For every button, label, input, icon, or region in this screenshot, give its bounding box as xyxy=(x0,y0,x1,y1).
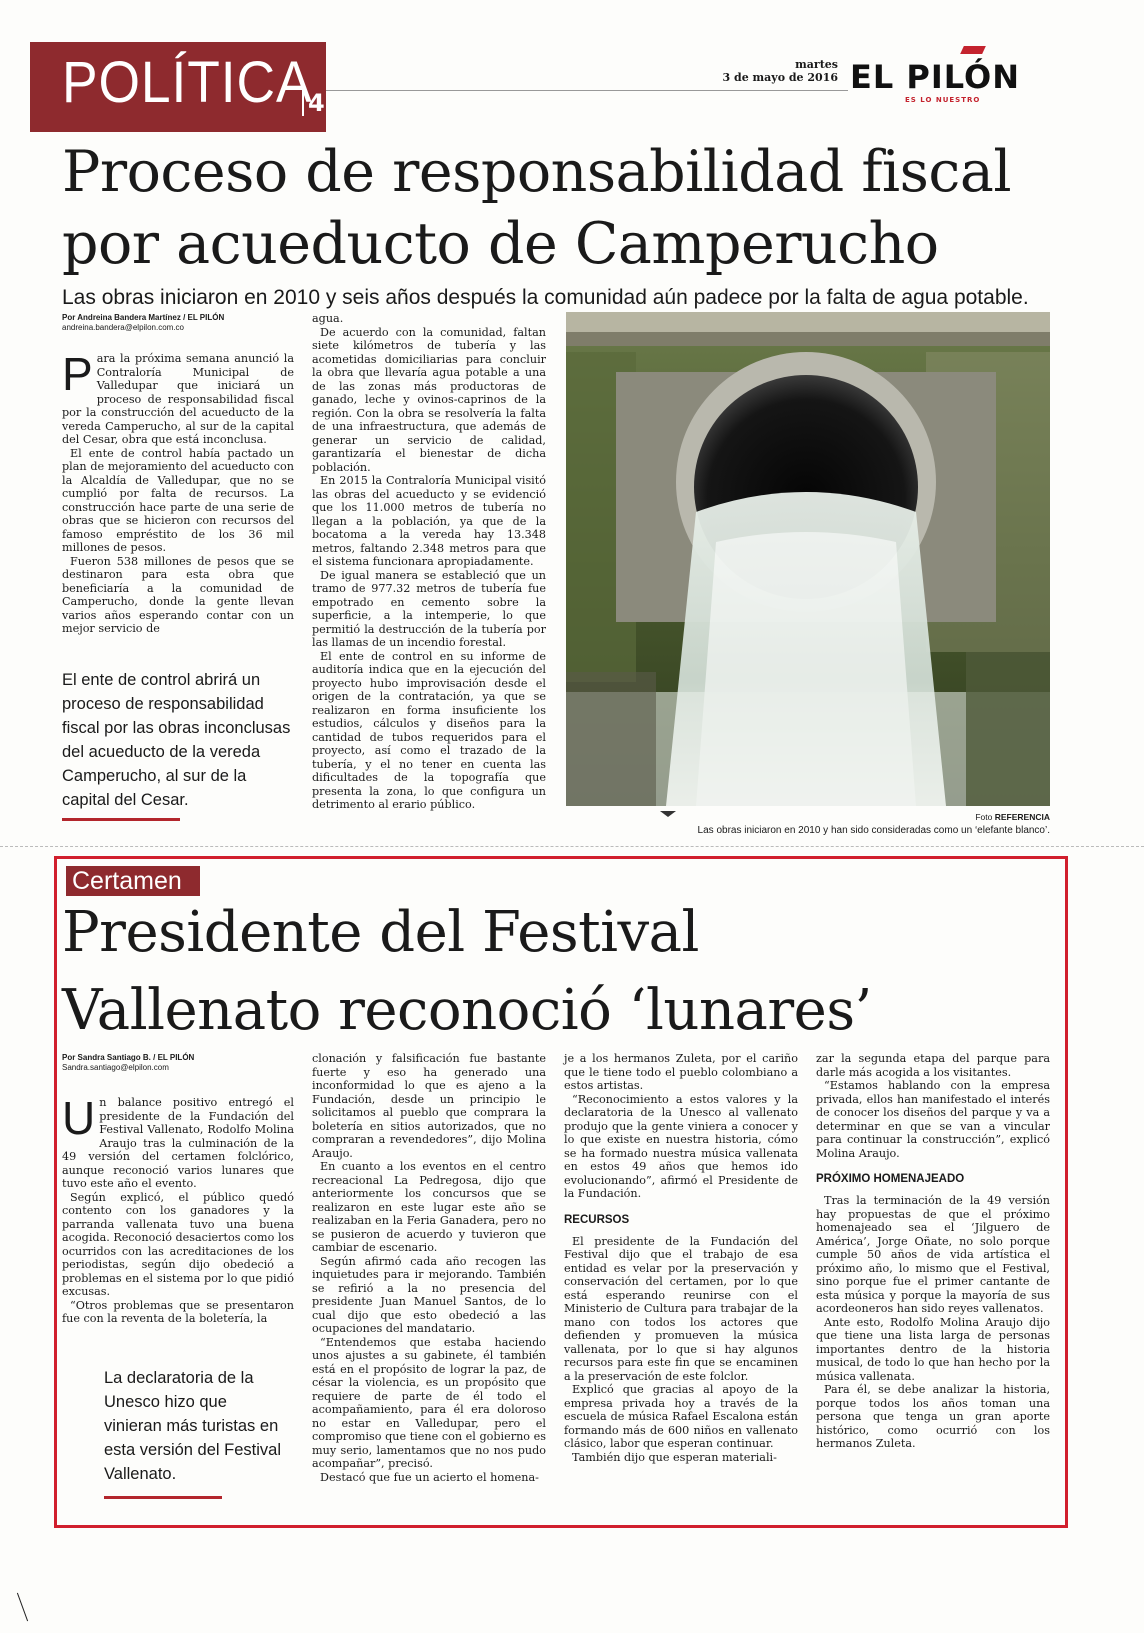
paragraph: Explicó que gracias al apoyo de la empresa privada hoy a través de la escuela de música Rafael Escalona están formando más de 600 niños en vallenato clásico, labor que esperan continuar. xyxy=(564,1383,798,1450)
headline-line: por acueducto de Camperucho xyxy=(62,211,939,277)
caption-pointer-icon xyxy=(660,811,676,817)
paragraph: “Entendemos que estaba haciendo unos ajustes a su gabinete, él también está en el propósito de lograr la paz, de césar la violencia, es un propósito que requiere de parte de él todo el acompañamiento, para él era doloroso no estar en Valledupar, pero el compromiso que tiene con el gobierno es muy serio, lamentamos que no nos pudo acompañar”, precisó. xyxy=(312,1335,546,1470)
slogan: ES LO NUESTRO xyxy=(905,96,981,104)
aqueduct-photo xyxy=(566,312,1050,806)
header-rule xyxy=(326,90,848,91)
paragraph: Fueron 538 millones de pesos que se destinaron para esta obra que beneficiaría a la comunidad de Camperucho, donde la gente llevan varios años esperando contar con un mejor servicio de xyxy=(62,554,294,635)
article1-column-1 xyxy=(62,348,294,636)
headline-line: Proceso de responsabilidad fiscal xyxy=(62,139,1012,205)
paragraph: El ente de control había pactado un plan de mejoramiento del acueducto con la Alcaldía de Valledupar, que no se cumplió por falta de recursos. La construcción hace parte de una serie de obras que se hicieron con recursos del famoso empréstito de los 36 mil millones de pesos. xyxy=(62,446,294,554)
paragraph: El ente de control en su informe de auditoría indica que en la ejecución del proyecto hubo improvisación desde el origen de la contratación, ya que se realizaron en forma insuficiente los estudios, cálculos y diseños para la cantidad de tubos requeridos para el proyecto, así como el trazado de la tubería, y el no tener en cuenta las dificultades de la topografía que presenta la zona, lo que configura un detrimento al erario público. xyxy=(312,649,546,811)
article2-column-3 xyxy=(564,1052,798,1464)
subtitle-recursos: RECURSOS xyxy=(564,1213,630,1226)
paragraph: De igual manera se estableció que un tramo de 977.32 metros de tubería fue empotrado en cemento sobre la superficie, a la intemperie, lo que permitió la destrucción de la tubería por las llamas de un incendio forestal. xyxy=(312,568,546,649)
drop-cap: P xyxy=(62,348,93,400)
paragraph: En cuanto a los eventos en el centro recreacional La Pedregosa, dijo que anteriormente los concursos que se realizaron en este lugar este año se realizaban en la Feria Ganadera, pero no se pusieron de acuerdo y tuvieron que cambiar de escenario. xyxy=(312,1160,546,1254)
headline-line: Vallenato reconoció ‘lunares’ xyxy=(62,978,872,1043)
article1-subhead: Las obras iniciaron en 2010 y seis años después la comunidad aún padece por la falta de agua potable. xyxy=(62,286,1029,309)
article2-byline-block xyxy=(62,1052,294,1073)
author-email[interactable]: andreina.bandera@elpilon.com.co xyxy=(62,323,184,332)
paragraph: zar la segunda etapa del parque para darle más acogida a los visitantes. xyxy=(816,1052,1050,1079)
date: 3 de mayo de 2016 xyxy=(722,71,838,84)
pull-quote-rule xyxy=(62,818,180,821)
scan-mark xyxy=(17,1593,28,1622)
paragraph: “Otros problemas que se presentaron fue con la reventa de la boletería, la xyxy=(62,1298,294,1325)
article1-column-2 xyxy=(312,312,546,812)
paragraph: El presidente de la Fundación del Festival dijo que el trabajo de esa entidad es velar por la preservación y conservación del certamen, por lo que está esperando reunirse con el Ministerio de Cultura para trabajar de la mano con todos los actores que defienden y promueven la música vallenata, por lo que si hay algunos recursos para este fin que se encaminen a la preservación de este folclor. xyxy=(564,1234,798,1383)
byline: Por Andreina Bandera Martínez / EL PILÓN xyxy=(62,313,225,322)
page-number: 4 xyxy=(302,90,325,116)
paragraph: clonación y falsificación fue bastante fuerte y eso ha generado una inconformidad lo que es ajeno a la Fundación, desde un principio le solicitamos al pueblo que comprara la boletería en sitios autorizados, que no compraran a revendedores”, dijo Molina Araujo. xyxy=(312,1052,546,1160)
article2-column-2 xyxy=(312,1052,546,1484)
paragraph: agua. xyxy=(312,312,344,325)
weekday: martes xyxy=(795,58,838,71)
paragraph: je a los hermanos Zuleta, por el cariño que le tiene todo el pueblo colombiano a estos artistas. xyxy=(564,1052,798,1092)
paragraph: Destacó que fue un acierto el homena- xyxy=(320,1470,539,1484)
paragraph: De acuerdo con la comunidad, faltan siete kilómetros de tubería y las acometidas domiciliarias para concluir la obra que llevaría agua potable a una de las zonas más productoras de ganado, leche y ovinos-caprinos de la región. Con la obra se resolvería la falta de una infraestructura, que además de generar un servicio de calidad, garantizaría el bienestar de dicha población. xyxy=(312,325,546,474)
paragraph: Un balance positivo entregó el presidente de la Fundación del Festival Vallenato, Rodolfo Molina Araujo tras la culminación de la 49 versión del certamen folclórico, aunque reconoció varios lunares que tuvo este año el evento. xyxy=(62,1092,294,1190)
headline-line: Presidente del Festival xyxy=(62,900,699,965)
article2-column-1 xyxy=(62,1092,294,1326)
article2-pull-quote: La declaratoria de la Unesco hizo que vinieran más turistas en esta versión del Festival Vallenato. xyxy=(104,1369,281,1483)
pull-quote-rule xyxy=(104,1496,222,1499)
paragraph: Ante esto, Rodolfo Molina Araujo dijo que tiene una lista larga de personas importantes dentro de la historia musical, de todo lo que han hecho por la música vallenata. xyxy=(816,1315,1050,1383)
section-name: POLÍTICA xyxy=(62,50,313,115)
aqueduct-photo-illustration xyxy=(566,312,1050,806)
masthead-accent-icon xyxy=(960,46,986,54)
paragraph: También dijo que esperan materiali- xyxy=(572,1450,777,1464)
kicker: Certamen xyxy=(72,867,182,895)
section-separator xyxy=(0,846,1144,848)
article1-pull-quote: El ente de control abrirá un proceso de responsabilidad fiscal por las obras inconclusas del acueducto de la vereda Camperucho, al sur de la capital del Cesar. xyxy=(62,671,291,809)
paragraph: En 2015 la Contraloría Municipal visitó las obras del acueducto y se evidenció que los 11.000 metros de tubería no llegan a la población, ya que de la bocatoma a la vereda hay 13.348 metros, faltando 2.348 metros para que el sistema funcionara apropiadamente. xyxy=(312,474,546,568)
masthead: EL PILÓN xyxy=(850,58,1020,96)
article2-headline xyxy=(62,894,1062,1050)
article1-headline xyxy=(62,136,1122,280)
paragraph: Tras la terminación de la 49 versión hay propuestas de que el próximo homenajeado sea el ‘Jilguero de América’, Jorge Oñate, no solo porque cumple 50 años de vida artística el próximo año, lo mismo que el Festival, sino porque fue el primer cantante de esta música y porque la mayoría de sus acordeoneros han sido reyes vallenatos. xyxy=(816,1194,1050,1315)
photo-caption: Las obras iniciaron en 2010 y han sido consideradas como un ‘elefante blanco’. xyxy=(697,825,1050,836)
dateline xyxy=(700,58,838,84)
article2-column-4 xyxy=(816,1052,1050,1451)
drop-cap: U xyxy=(62,1092,96,1144)
article1-byline-block xyxy=(62,312,294,333)
paragraph: Para la próxima semana anunció la Contraloría Municipal de Valledupar que iniciará un proceso de responsabilidad fiscal por la construcción del acueducto de la vereda Camperucho, al sur de la capital del Cesar, obra que está inconclusa. xyxy=(62,348,294,446)
paragraph: Según explicó, el público quedó contento con los ganadores y la parranda vallenata tuvo una buena acogida. Reconoció desaciertos como los ocurridos con las acreditaciones de los periodistas, según dijo obedeció a problemas en el sistema por lo que pidió excusas. xyxy=(62,1190,294,1298)
paragraph: Para él, se debe analizar la historia, porque todos los años toman una persona que tenga un gran aporte histórico, como ocurrió con los hermanos Zuleta. xyxy=(816,1383,1050,1450)
subtitle-proximo-homenajeado: PRÓXIMO HOMENAJEADO xyxy=(816,1173,965,1185)
paragraph: “Estamos hablando con la empresa privada, ellos han manifestado el interés de conocer los diseños del parque y va a determinar en que se van a vincular para continuar la construcción”, explicó Molina Araujo. xyxy=(816,1079,1050,1160)
paragraph: “Reconocimiento a estos valores y la declaratoria de la Unesco al vallenato produjo que la gente viniera a conocer y lo que existe en nuestra historia, cómo se ha formado nuestra música vallenata en estos 49 años que hemos ido evolucionando”, afirmó el Presidente de la Fundación. xyxy=(564,1092,798,1200)
photo-credit: Foto REFERENCIA xyxy=(975,812,1050,822)
byline: Por Sandra Santiago B. / EL PILÓN xyxy=(62,1053,195,1062)
paragraph: Según afirmó cada año recogen las inquietudes para ir mejorando. También se refirió a la no presencia del presidente Juan Manuel Santos, de lo cual dijo que esto obedeció a las ocupaciones del mandatario. xyxy=(312,1254,546,1335)
author-email[interactable]: Sandra.santiago@elpilon.com xyxy=(62,1063,169,1072)
